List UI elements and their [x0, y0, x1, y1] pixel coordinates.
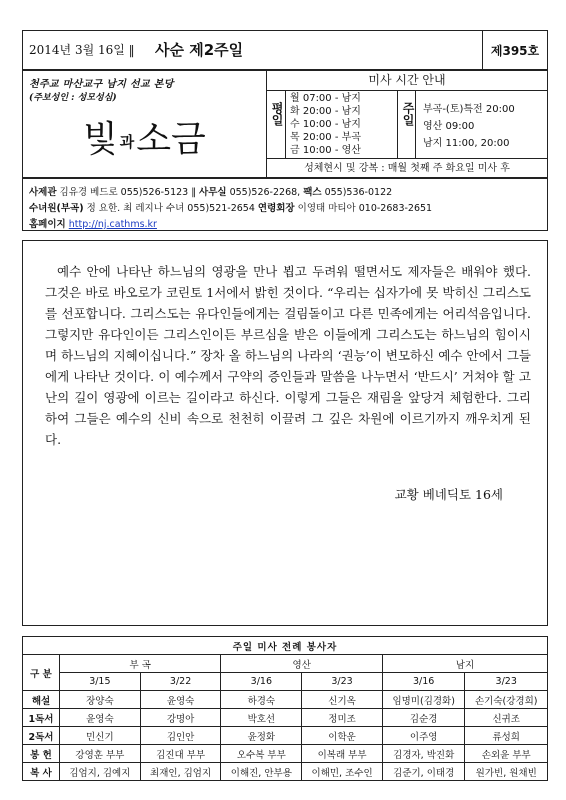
- contact-line-3: [29, 216, 157, 230]
- fax-label: 팩스: [303, 187, 322, 198]
- sunday-row: 남지 11:00, 20:00: [423, 138, 510, 149]
- server-cell: 장양숙: [60, 691, 141, 709]
- weekday-row: 수 10:00 - 남지: [290, 119, 361, 130]
- place-yeongsan: 영산: [221, 655, 382, 673]
- server-cell: 민신기: [60, 727, 141, 745]
- weekday-row: 목 20:00 - 부곡: [290, 132, 361, 143]
- server-cell: 김인안: [140, 727, 221, 745]
- reflection-author: 교황 베네딕토 16세: [394, 487, 503, 502]
- reflection-text: 예수 안에 나타난 하느님의 영광을 만나 뵙고 두려워 떨면서도 제자들은 배워야 했다. 그것은 바로 바오로가 코린토 1서에서 밝힌 것이다. “우리는 십자가에 못 박히신 그리스도를 선포합니다. 그리스도는 유다인들에게는 걸림돌이고 다른 민족에게는 어리석음입니다. 그렇지만 유다인이든 그리스인이든 부르심을 받은 이들에게 그리스도는 하느님의 힘이시며 하느님의 지혜이십니다.” 장차 올 하느님의 나라의 ‘권능’이 변모하신 예수 안에서 그들에게 나타난 것이다. 이 예수께서 구약의 증인들과 말씀을 나누면서 ‘반드시’ 거쳐야 할 고난의 길이 영광에 이르는 길이라고 하신다. 이렇게 그들은 재림을 앞당겨 체험한다. 그리하여 그들은 예수의 신비 속으로 천천히 이끌려 그 깊은 차원에 이르기까지 깨우치게 된다.: [45, 264, 531, 447]
- role-cell: 1독서: [23, 709, 60, 727]
- table-row: [23, 745, 548, 763]
- table-row: [23, 709, 548, 727]
- issue-date: 2014년 3월 16일 ‖: [29, 43, 135, 57]
- server-cell: 김경자, 박진화: [382, 745, 465, 763]
- server-cell: 강영훈 부부: [60, 745, 141, 763]
- mass-times-panel: [266, 70, 548, 178]
- weekday-row: 월 07:00 - 남지: [290, 93, 361, 104]
- server-cell: 이해진, 안부용: [221, 763, 302, 781]
- server-cell: 윤영숙: [140, 691, 221, 709]
- issue-number: 제395호: [482, 31, 547, 69]
- reflection-box: [22, 240, 548, 626]
- server-cell: 김준기, 이태경: [382, 763, 465, 781]
- weekday-row: 화 20:00 - 남지: [290, 106, 361, 117]
- parish-name: 천주교 마산교구 남지 선교 본당: [29, 79, 174, 90]
- patron-saint: (주보성인 : 성모성심): [29, 93, 117, 103]
- sunday-row: 부곡-(토)특전 20:00: [423, 104, 515, 115]
- bulletin-header: [22, 30, 548, 70]
- server-cell: 오수복 부부: [221, 745, 302, 763]
- adoration-note: 성체현시 및 강복 : 매월 첫째 주 화요일 미사 후: [267, 158, 547, 178]
- server-cell: 박호선: [221, 709, 302, 727]
- funeral-committee-label: 연령회장: [257, 203, 295, 214]
- server-cell: 원가빈, 원채빈: [465, 763, 548, 781]
- weekday-row: 금 10:00 - 영산: [290, 145, 361, 156]
- place-namji: 남지: [382, 655, 547, 673]
- server-cell: 류성희: [465, 727, 548, 745]
- date-cell: 3/16: [382, 673, 465, 691]
- server-cell: 신귀조: [465, 709, 548, 727]
- server-cell: 하경숙: [221, 691, 302, 709]
- convent-label: 수녀원(부곡): [29, 203, 84, 214]
- office-phone: 055)526-2268,: [226, 187, 304, 198]
- role-cell: 2독서: [23, 727, 60, 745]
- funeral-committee-info: 이영태 마티아 010-2683-2651: [294, 203, 433, 214]
- contact-line-1: [29, 184, 392, 198]
- bulletin-title: 사순 제2주일: [155, 41, 244, 59]
- logo-conjunction: 과: [119, 133, 135, 151]
- date-cell: 3/15: [60, 673, 141, 691]
- server-cell: 손외윤 부부: [465, 745, 548, 763]
- sunday-schedule: [423, 101, 515, 152]
- server-cell: 이복래 부부: [302, 745, 383, 763]
- servers-caption: 주일 미사 전례 봉사자: [23, 637, 548, 655]
- table-row: [23, 727, 548, 745]
- table-row: [23, 691, 548, 709]
- rectory-label: 사제관: [29, 187, 57, 198]
- role-cell: 복 사: [23, 763, 60, 781]
- contact-line-2: [29, 200, 432, 214]
- mass-times-heading: 미사 시간 안내: [267, 71, 547, 91]
- server-cell: 강명아: [140, 709, 221, 727]
- server-cell: 정미조: [302, 709, 383, 727]
- logo-word-salt: 소금: [136, 119, 206, 160]
- date-cell: 3/16: [221, 673, 302, 691]
- contact-info: [22, 178, 548, 231]
- server-cell: 손기숙(강경희): [465, 691, 548, 709]
- office-label: 사무실: [199, 187, 227, 198]
- weekday-label: [267, 90, 286, 158]
- date-cell: 3/22: [140, 673, 221, 691]
- rectory-info: 김유경 베드로 055)526-5123 ‖: [56, 187, 200, 198]
- fax-number: 055)536-0122: [321, 187, 393, 198]
- server-cell: 김엄지, 김예지: [60, 763, 141, 781]
- server-cell: 신기옥: [302, 691, 383, 709]
- server-cell: 윤정화: [221, 727, 302, 745]
- role-cell: 봉 헌: [23, 745, 60, 763]
- sunday-label-text: 주일: [401, 102, 415, 126]
- server-cell: 김진대 부부: [140, 745, 221, 763]
- homepage-link[interactable]: http://nj.cathms.kr: [68, 219, 157, 230]
- row-header: 구 분: [23, 655, 60, 691]
- logo-word-light: 빛: [83, 119, 118, 160]
- server-cell: 최재인, 김엄지: [140, 763, 221, 781]
- convent-info: 정 요한. 최 레지나 수녀 055)521-2654: [83, 203, 258, 214]
- homepage-label: 홈페이지: [29, 219, 66, 230]
- date-cell: 3/23: [302, 673, 383, 691]
- server-cell: 윤영숙: [60, 709, 141, 727]
- sunday-label: [397, 90, 416, 158]
- sunday-row: 영산 09:00: [423, 121, 475, 132]
- table-row: [23, 763, 548, 781]
- server-cell: 김순경: [382, 709, 465, 727]
- date-cell: 3/23: [465, 673, 548, 691]
- bulletin-logo: [83, 111, 206, 162]
- liturgy-servers-table: [22, 636, 548, 781]
- weekday-schedule: [290, 92, 361, 157]
- place-bugok: 부 곡: [60, 655, 221, 673]
- role-cell: 해설: [23, 691, 60, 709]
- server-cell: 임명미(김경화): [382, 691, 465, 709]
- server-cell: 이학운: [302, 727, 383, 745]
- parish-logo-panel: [22, 70, 266, 178]
- weekday-label-text: 평일: [270, 102, 284, 126]
- server-cell: 이해민, 조수인: [302, 763, 383, 781]
- server-cell: 이주영: [382, 727, 465, 745]
